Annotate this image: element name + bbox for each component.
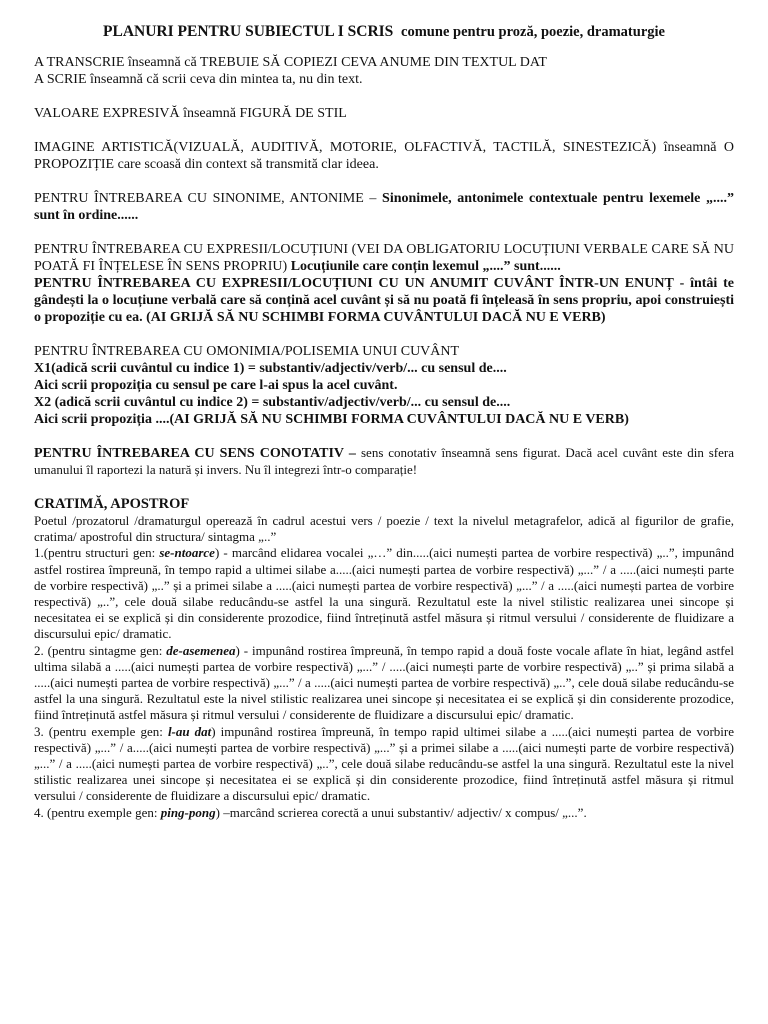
omonimia-head: PENTRU ÎNTREBAREA CU OMONIMIA/POLISEMIA UNUI CUVÂNT — [34, 344, 460, 359]
line-imagine: IMAGINE ARTISTICĂ(VIZUALĂ, AUDITIVĂ, MOTORIE, OLFACTIVĂ, TACTILĂ, SINESTEZICĂ) înseamnă O PROPOZIȚIE care scoasă din context să transmită clar ideea. — [34, 140, 734, 172]
item2-example: de-asemenea — [166, 642, 236, 658]
line-sinonime — [34, 190, 734, 224]
cratima-item-4 — [34, 805, 734, 821]
page-title — [34, 22, 734, 42]
item4-example: ping-pong — [160, 804, 216, 820]
line-transcrie: A TRANSCRIE înseamnă că TREBUIE SĂ COPIEZI CEVA ANUME DIN TEXTUL DAT — [34, 55, 547, 70]
item3-pre: 3. (pentru exemple gen: — [34, 723, 163, 739]
document-page — [34, 22, 734, 821]
cratima-heading: CRATIMĂ, APOSTROF — [34, 496, 190, 512]
line-x1-prop: Aici scrii propoziția cu sensul pe care l-ai spus la acel cuvânt. — [34, 378, 398, 393]
item4-pre: 4. (pentru exemple gen: — [34, 804, 158, 820]
conotativ-body: sens conotativ înseamnă sens figurat. Dacă acel cuvânt este din sfera umanului îl raportezi la natură și invers. Nu îl integrezi într-o comparație! — [34, 445, 734, 477]
expresii1-head: PENTRU ÎNTREBAREA CU EXPRESII/LOCUȚIUNI (VEI DA OBLIGATORIU LOCUȚIUNI VERBALE CARE SĂ NU POATĂ FI ÎNȚELESE ÎN SENS PROPRIU) — [34, 242, 734, 274]
title-sub: comune pentru proză, poezie, dramaturgie — [401, 24, 665, 40]
line-expresii-2: PENTRU ÎNTREBAREA CU EXPRESII/LOCUȚIUNI CU UN ANUMIT CUVÂNT ÎNTR-UN ENUNȚ - întâi te gândești la o locuțiune verbală care să conțină acel cuvânt și să nu poată fi înțeleasă în sens propriu, apoi construiești o propoziție cu ea. (AI GRIJĂ SĂ NU SCHIMBI FORMA CUVÂNTULUI DACĂ NU E VERB) — [34, 276, 734, 325]
item4-post: ) –marcând scrierea corectă a unui substantiv/ adjectiv/ x compus/ „...”. — [215, 804, 587, 820]
expresii1-body: Locuțiunile care conțin lexemul „....” sunt...... — [290, 259, 561, 274]
line-x2-prop: Aici scrii propoziția ....(AI GRIJĂ SĂ NU SCHIMBI FORMA CUVÂNTULUI DACĂ NU E VERB) — [34, 412, 629, 427]
line-x2: X2 (adică scrii cuvântul cu indice 2) = substantiv/adjectiv/verb/... cu sensul de.... — [34, 395, 511, 410]
line-x1: X1(adică scrii cuvântul cu indice 1) = substantiv/adjectiv/verb/... cu sensul de.... — [34, 361, 507, 376]
item1-example: se-ntoarce — [159, 545, 215, 561]
item2-post: ) - impunând rostirea împreună, în tempo rapid a două foste vocale aflate în hiat, legând astfel ultima silabă a .....(aici numești partea de vorbire respectivă) „...” / .....(aici numești parte de vorbire respectivă) „..” și prima silabă a .....(aici numești partea de vorbire respectivă) „...” / a .....(aici numești partea de vorbire respectivă) „..”, cele două silabe reducându-se astfel la una singură. Rezultatul este la nivel stilistic realizarea unei sincope și necesitatea ei se explică și din considerente prozodice, fiind întreținută astfel măsura și ritmul versului / considerente de fluidizare a discursului epic/ dramatic. — [34, 642, 735, 723]
conotativ-head: PENTRU ÎNTREBAREA CU SENS CONOTATIV – — [34, 446, 356, 461]
item1-post: ) - marcând elidarea vocalei „…” din.....(aici numești partea de vorbire respectivă) „..”, impunând astfel rostirea împreună, în tempo rapid a ultimei silabe a.....(aici numești partea de vorbire respectivă) „...” / a .....(aici numești parte de vorbire respectivă) „..” și a primei silabe a .....(aici numești partea de vorbire respectivă) „...” / a .....(aici numești partea de vorbire respectivă) „..”, cele două silabe reducându-se astfel la una singură. Rezultatul este la nivel stilistic realizarea unei sincope și necesitatea ei se explică și din considerente prozodice, fiind întreținută astfel măsura și ritmul versului / considerente de fluidizare a discursului epic/ dramatic. — [34, 545, 735, 642]
line-conotativ — [34, 445, 734, 479]
item3-post: ) impunând rostirea împreună, în tempo rapid ultimei silabe a .....(aici numești partea de vorbire respectivă) „...” / a.....(aici numești partea de vorbire respectivă) „...” și a primei silabe a .....(aici numești parte de vorbire respectivă) „...” / a .....(aici numești partea de vorbire respectivă) „..”, cele două silabe reducându-se astfel la una singură. Rezultatul este la nivel stilistic realizarea unei sincope și necesitatea ei se explică și din considerente prozodice, fiind întreținută astfel măsura și ritmul versului / considerente de fluidizare a discursului epic/ dramatic. — [34, 723, 734, 804]
line-scrie: A SCRIE înseamnă că scrii ceva din mintea ta, nu din text. — [34, 72, 363, 87]
cratima-intro: Poetul /prozatorul /dramaturgul operează în cadrul acestui vers / poezie / text la nivelul metagrafelor, adică al figurilor de grafie, cratima/ apostroful din structura/ sintagma „..” — [34, 513, 734, 545]
sinonime-body: Sinonimele, antonimele contextuale pentru lexemele „....” sunt în ordine...... — [34, 191, 735, 223]
item2-pre: 2. (pentru sintagme gen: — [34, 642, 163, 658]
cratima-item-3 — [34, 724, 734, 805]
line-expresii-1 — [34, 241, 734, 275]
line-valoare: VALOARE EXPRESIVĂ înseamnă FIGURĂ DE STIL — [34, 106, 347, 121]
cratima-item-2 — [34, 643, 734, 724]
item1-pre: 1.(pentru structuri gen: — [34, 545, 156, 561]
sinonime-head: PENTRU ÎNTREBAREA CU SINONIME, ANTONIME – — [34, 191, 377, 206]
cratima-item-1 — [34, 545, 734, 642]
title-main: PLANURI PENTRU SUBIECTUL I SCRIS — [103, 23, 394, 40]
item3-example: l-au dat — [167, 723, 212, 739]
